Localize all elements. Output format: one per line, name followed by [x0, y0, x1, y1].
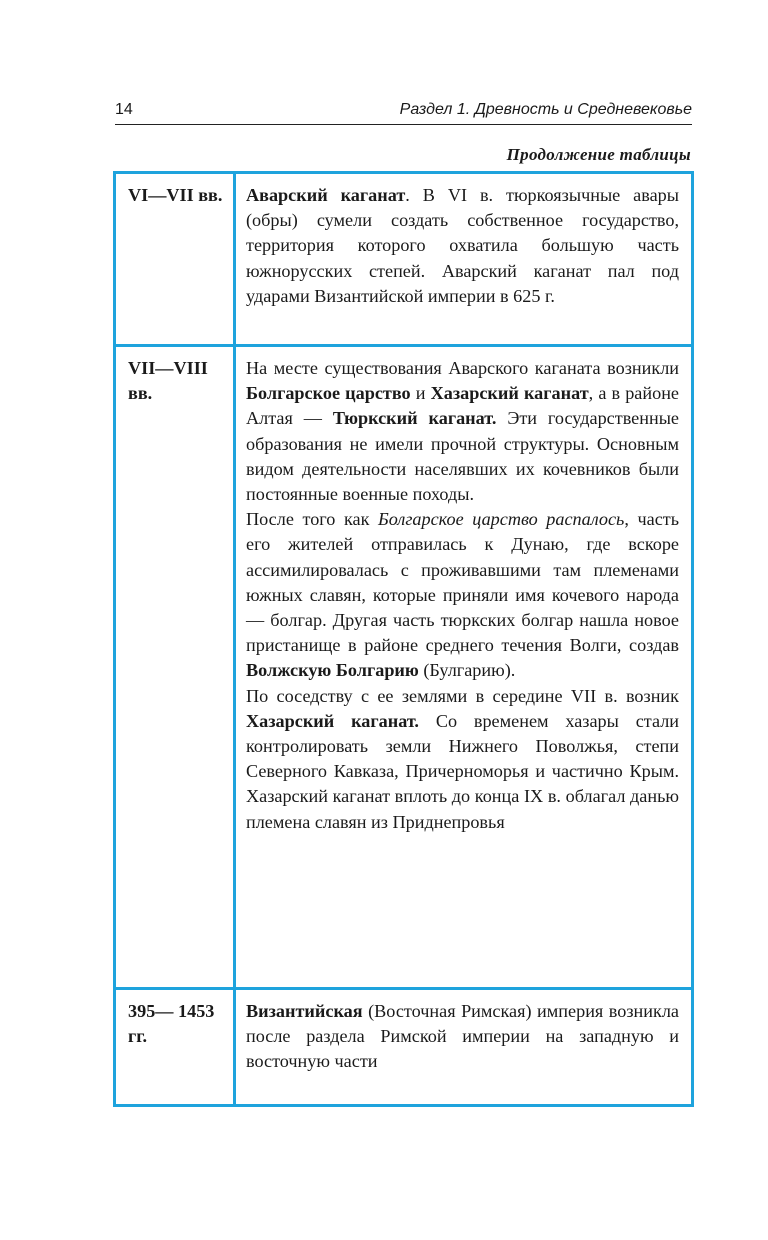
row-date: 395— 1453 гг. [115, 989, 235, 1106]
table-row [115, 173, 693, 346]
row-description [235, 173, 693, 346]
bold-term: Тюркский каганат. [332, 408, 497, 429]
text-run: По соседству с ее землями в середине VII в. возник [246, 685, 679, 706]
text-run: , часть его жителей отправилась к Дунаю, где вскоре ассимилировалась с проживавшими там племенами южных славян, которые приняли имя кочевого народа — болгар. Другая часть тюркских болгар нашла новое пристанище в районе среднего течения Волги, создав [246, 509, 680, 656]
table-row [115, 989, 693, 1106]
bold-term: Аварский каганат [246, 185, 406, 205]
table-row [115, 346, 693, 989]
text-run: После того как [246, 509, 379, 530]
bold-term: Волжскую Болгарию [246, 660, 419, 681]
text-run: , а в районе Алтая — [246, 383, 679, 429]
text-run: Эти государственные образования не имели прочной структуры. Основным видом деятельности населявших их кочевников были постоянные военные походы. [246, 408, 680, 505]
table-continuation-caption: Продолжение таблицы [506, 145, 691, 164]
row-description [235, 989, 693, 1106]
history-table [113, 171, 694, 1107]
text-run: Со временем хазары стали контролировать земли Нижнего Поволжья, степи Северного Кавказа, Причерноморья и частично Крым. Хазарский каганат вплоть до конца IX в. облагал данью племена славян из Приднепровья [246, 710, 679, 832]
text-run: . В VI в. тюркоязычные авары (обры) сумели создать собственное государство, территория которого охватила большую часть южнорусских степей. Аварский каганат пал под ударами Византийской империи в 625 г. [246, 185, 679, 306]
text-run: (Булгарию). [418, 660, 516, 681]
row-date: VI—VII вв. [115, 173, 235, 346]
text-run: и [410, 383, 431, 404]
bold-term: Болгарское царство [246, 383, 411, 404]
description-paragraph [246, 507, 679, 683]
description-paragraph [246, 183, 679, 309]
description-paragraph [246, 999, 679, 1075]
italic-phrase: Болгарское царство распалось [378, 509, 625, 530]
text-run: (Восточная Римская) империя возникла после раздела Римской империи на западную и восточную части [246, 1001, 679, 1072]
page-header [115, 100, 692, 125]
row-date: VII—VIII вв. [115, 346, 235, 989]
bold-term: Хазарский каганат [430, 383, 589, 404]
running-head: Раздел 1. Древность и Средневековье [399, 101, 692, 118]
text-run: На месте существования Аварского каганата возникли [246, 358, 679, 378]
description-paragraph [246, 356, 679, 507]
description-paragraph [246, 684, 679, 835]
row-description [235, 346, 693, 989]
bold-term: Хазарский каганат. [246, 710, 419, 731]
bold-term: Византийская [246, 1001, 363, 1021]
page-number: 14 [115, 101, 133, 118]
